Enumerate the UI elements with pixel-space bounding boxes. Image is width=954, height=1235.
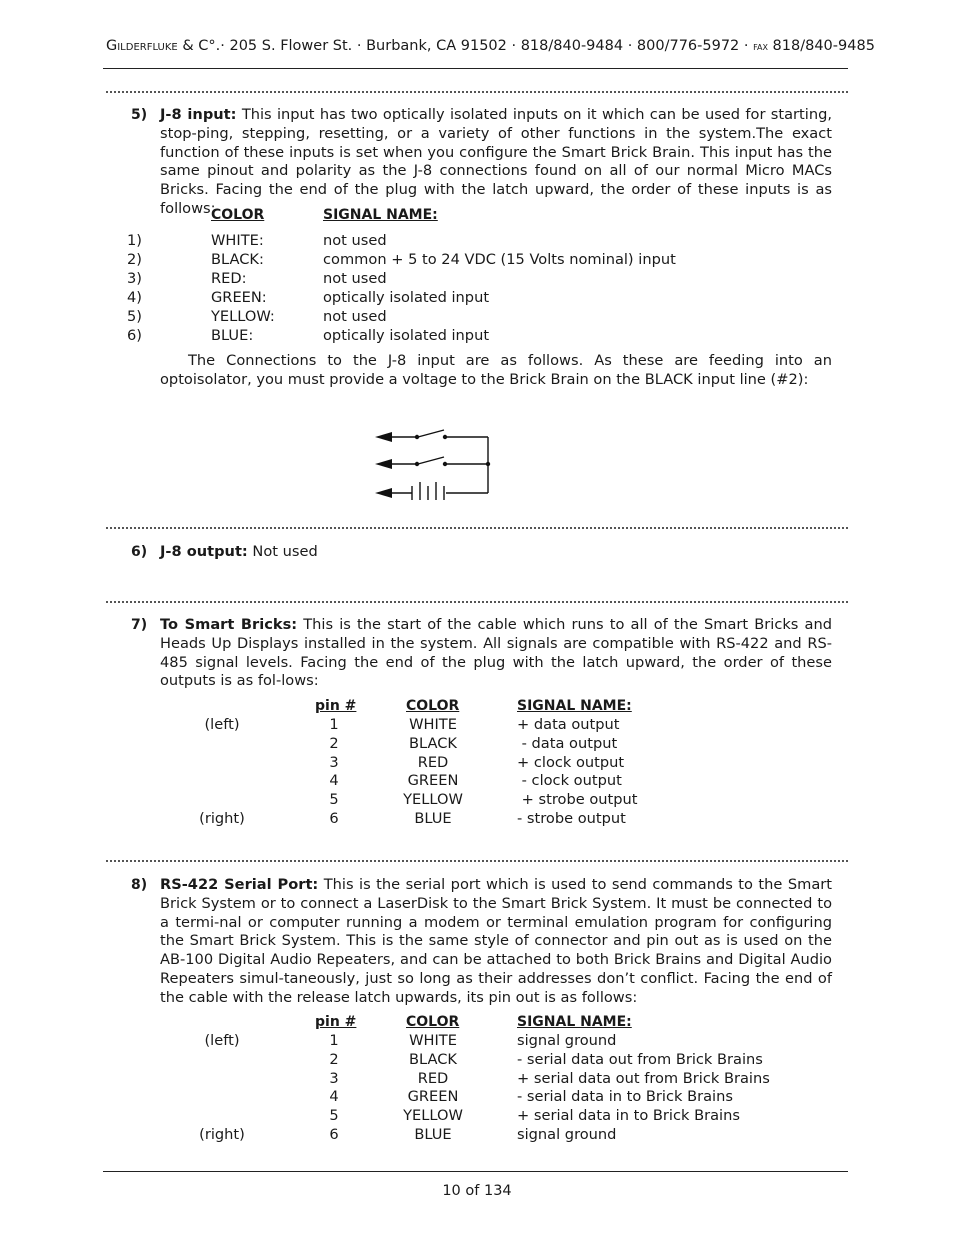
row-color: WHITE (409, 716, 457, 733)
section5-paragraph (160, 106, 832, 219)
table-row (0, 716, 954, 735)
table-row (0, 270, 954, 289)
s8-col-signal: SIGNAL NAME: (517, 1014, 632, 1030)
header-fax-number: 818/840-9485 (772, 38, 875, 54)
row-side: (right) (199, 1125, 245, 1143)
section7-title: To Smart Bricks: (160, 616, 298, 633)
section-divider (106, 860, 848, 862)
row-signal: common + 5 to 24 VDC (15 Volts nominal) input (323, 251, 676, 268)
row-color: YELLOW (403, 791, 463, 809)
contact-dot (443, 462, 447, 466)
section5-number: 5) (131, 107, 148, 123)
row-signal: + serial data out from Brick Brains (517, 1069, 770, 1087)
row-pin: 4 (329, 1088, 339, 1106)
row-color: WHITE (409, 1032, 457, 1049)
row-number: 3) (127, 270, 142, 287)
section-divider (106, 91, 848, 93)
row-signal: + clock output (517, 753, 625, 771)
row-pin: 6 (329, 1125, 339, 1143)
row-number: 4) (127, 289, 142, 306)
section-divider (106, 601, 848, 603)
s7-col-signal: SIGNAL NAME: (517, 698, 632, 714)
row-signal: + data output (517, 716, 620, 733)
row-color: BLACK (409, 734, 457, 752)
row-signal: - serial data in to Brick Brains (517, 1088, 733, 1106)
row-number: 2) (127, 251, 142, 268)
table-row (0, 735, 954, 754)
row-color: BLUE: (211, 327, 254, 344)
header-company: Gilderfluke & C°. (106, 38, 221, 54)
row-color: RED: (211, 270, 247, 287)
row-color: GREEN: (211, 289, 267, 306)
row-pin: 5 (329, 791, 339, 809)
table-row (0, 772, 954, 791)
section6-body: Not used (252, 543, 318, 560)
table-row (0, 1088, 954, 1107)
s7-col-color: COLOR (406, 698, 460, 714)
row-pin: 6 (329, 809, 339, 827)
row-signal: + strobe output (517, 791, 638, 809)
s8-table (0, 1032, 954, 1145)
s5-table (0, 232, 954, 346)
section-divider (106, 527, 848, 529)
j8-wiring-diagram (370, 425, 500, 500)
s7-col-pin: pin # (315, 698, 357, 714)
header-address: · 205 S. Flower St. · Burbank, CA 91502 · 818/840-9484 · 800/776-5972 · (220, 38, 754, 54)
row-color: BLUE (414, 809, 452, 827)
page-header (106, 38, 875, 54)
table-row (0, 251, 954, 270)
table-row (0, 791, 954, 810)
section8-number: 8) (131, 877, 148, 893)
section6-number: 6) (131, 544, 148, 560)
row-color: BLUE (414, 1125, 452, 1143)
row-signal: optically isolated input (323, 289, 490, 306)
footer-rule (103, 1171, 848, 1172)
section8-paragraph (160, 876, 832, 1008)
row-signal: - strobe output (517, 809, 626, 827)
section8-body: This is the serial port which is used to send commands to the Smart Brick System or to connect a LaserDisk to the Smart Brick System. It must be connected to a termi-nal or computer running a modem or terminal emulation program for configuring the Smart Brick System. This is the same style of connector and pin out as is used on the AB-100 Digital Audio Repeaters, and can be attached to both Brick Brains and Digital Audio Repeaters simul-taneously, just so long as their addresses don’t conflict. Facing the end of the cable with the release latch upwards, its pin out is as follows: (160, 876, 832, 1006)
battery-symbol (412, 482, 444, 500)
section7-number: 7) (131, 617, 148, 633)
row-pin: 3 (329, 1069, 339, 1087)
page-number: 10 of 134 (442, 1183, 512, 1199)
switch-arm (418, 430, 444, 437)
s8-col-pin: pin # (315, 1014, 357, 1030)
s5-col-color: COLOR (211, 207, 265, 223)
row-signal: not used (323, 308, 387, 325)
table-row (0, 232, 954, 251)
s5-col-signal: SIGNAL NAME: (323, 207, 438, 223)
section6-title: J-8 output: (160, 543, 248, 560)
row-signal: signal ground (517, 1125, 617, 1143)
row-color: YELLOW (403, 1107, 463, 1125)
row-side: (left) (204, 1032, 240, 1049)
row-signal: optically isolated input (323, 327, 490, 344)
row-color: GREEN (407, 772, 459, 790)
row-signal: signal ground (517, 1032, 617, 1049)
row-pin: 4 (329, 772, 339, 790)
row-color: WHITE: (211, 232, 264, 249)
s8-col-color: COLOR (406, 1014, 460, 1030)
junction-dot (486, 462, 490, 466)
row-color: GREEN (407, 1088, 459, 1106)
contact-dot (415, 435, 419, 439)
row-pin: 5 (329, 1107, 339, 1125)
section5-note: The Connections to the J-8 input are as follows. As these are feeding into an optoisolator, you must provide a voltage to the Brick Brain on the BLACK input line (#2): (160, 352, 832, 388)
row-pin: 2 (329, 734, 339, 752)
row-signal: - serial data out from Brick Brains (517, 1050, 763, 1068)
row-color: RED (417, 1069, 449, 1087)
row-color: BLACK (409, 1050, 457, 1068)
row-side: (right) (199, 809, 245, 827)
row-number: 6) (127, 327, 142, 344)
table-row (0, 1051, 954, 1070)
row-color: YELLOW: (211, 308, 275, 325)
section7-paragraph (160, 616, 832, 691)
row-signal: - data output (517, 734, 618, 752)
s7-table (0, 716, 954, 829)
arrow-left-icon (375, 459, 392, 469)
row-signal: not used (323, 232, 387, 249)
row-pin: 2 (329, 1050, 339, 1068)
section5-body: This input has two optically isolated inputs on it which can be used for starting, stop-ping, stepping, resetting, or a variety of other functions in the system.The exact function of these inputs is set when you configure the Smart Brick Brain. This input has the same pinout and polarity as the J-8 connections found on all of our normal Micro MACs Bricks. Facing the end of the plug with the latch upward, the order of these inputs is as follows: (160, 106, 832, 217)
table-row (0, 1032, 954, 1051)
table-row (0, 1107, 954, 1126)
row-signal: not used (323, 270, 387, 287)
header-rule (103, 68, 848, 69)
section8-title: RS-422 Serial Port: (160, 876, 319, 893)
row-signal: + serial data in to Brick Brains (517, 1107, 740, 1125)
header-fax-label: fax (753, 39, 768, 53)
table-row (0, 810, 954, 829)
row-pin: 3 (329, 753, 339, 771)
row-signal: - clock output (517, 772, 622, 790)
switch-arm (418, 457, 444, 464)
contact-dot (443, 435, 447, 439)
table-row (0, 327, 954, 346)
arrow-left-icon (375, 432, 392, 442)
row-number: 1) (127, 232, 142, 249)
section5-title: J-8 input: (160, 106, 237, 123)
row-color: RED (417, 753, 449, 771)
section6-paragraph (160, 543, 832, 562)
table-row (0, 1070, 954, 1089)
row-color: BLACK: (211, 251, 264, 268)
table-row (0, 1126, 954, 1145)
row-pin: 1 (329, 1032, 339, 1049)
row-side: (left) (204, 716, 240, 733)
arrow-left-icon (375, 488, 392, 498)
table-row (0, 308, 954, 327)
table-row (0, 754, 954, 773)
row-pin: 1 (329, 716, 339, 733)
contact-dot (415, 462, 419, 466)
table-row (0, 289, 954, 308)
row-number: 5) (127, 308, 142, 325)
section7-body: This is the start of the cable which runs to all of the Smart Bricks and Heads Up Displays installed in the system. All signals are compatible with RS-422 and RS-485 signal levels. Facing the end of the plug with the latch upward, the order of these outputs is as fol-lows: (160, 616, 832, 690)
